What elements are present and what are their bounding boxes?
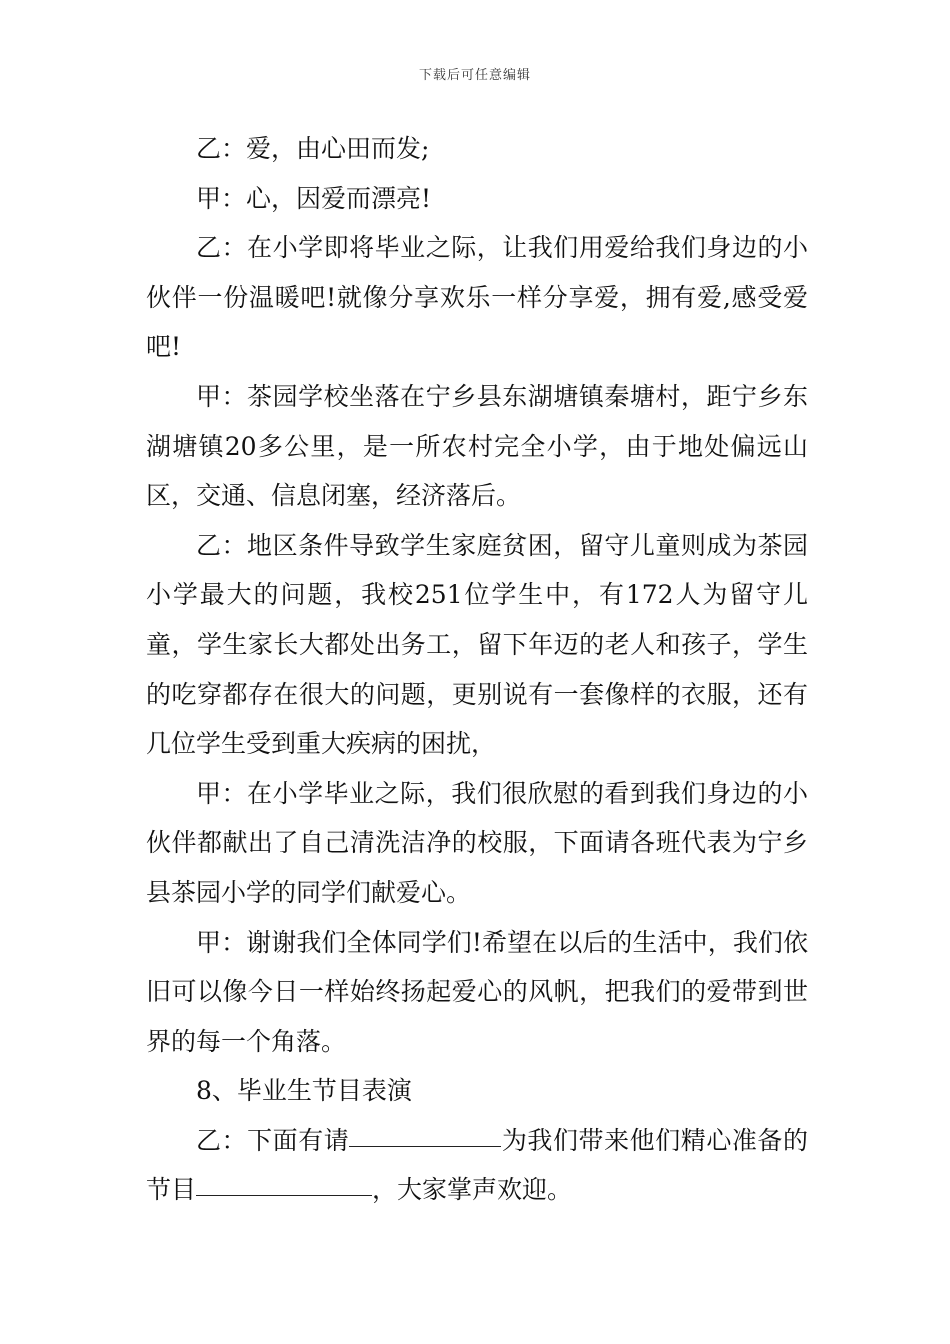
final-text-part1: 乙：下面有请 <box>196 1125 350 1155</box>
paragraph: 甲：心，因爱而漂亮! <box>196 183 432 213</box>
paragraph: 乙：爱，由心田而发; <box>196 134 430 163</box>
paragraph: 甲：在小学毕业之际，我们很欣慰的看到我们身边的小伙伴都献出了自己清洗洁净的校服，下面请各班代表为宁乡县茶园小学的同学们献爱心。 <box>146 778 808 907</box>
paragraph: 乙：地区条件导致学生家庭贫困，留守儿童则成为茶园小学最大的问题，我校251位学生中，有172人为留守儿童，学生家长大都处出务工，留下年迈的老人和孩子，学生的吃穿都存在很大的问题，更别说有一套像样的衣服，还有几位学生受到重大疾病的困扰， <box>146 530 808 759</box>
final-text-part3: ，大家掌声欢迎。 <box>372 1175 573 1205</box>
paragraph-with-blanks <box>146 1116 808 1215</box>
fill-in-blank-performer <box>349 1121 501 1147</box>
document-body <box>146 124 808 1215</box>
fill-in-blank-program <box>196 1170 372 1196</box>
page-header: 下载后可任意编辑 <box>418 68 531 83</box>
paragraph: 乙：在小学即将毕业之际，让我们用爱给我们身边的小伙伴一份温暖吧!就像分享欢乐一样分享爱，拥有爱,感受爱吧! <box>146 233 808 362</box>
paragraph: 甲：茶园学校坐落在宁乡县东湖塘镇秦塘村，距宁乡东湖塘镇20多公里，是一所农村完全小学，由于地处偏远山区，交通、信息闭塞，经济落后。 <box>146 381 808 511</box>
final-text-part2: 为我们带来他们精心准备的节目 <box>146 1125 808 1205</box>
paragraph: 甲：谢谢我们全体同学们!希望在以后的生活中，我们依旧可以像今日一样始终扬起爱心的风帆，把我们的爱带到世界的每一个角落。 <box>146 927 808 1056</box>
section-heading: 8、毕业生节目表演 <box>196 1076 412 1106</box>
